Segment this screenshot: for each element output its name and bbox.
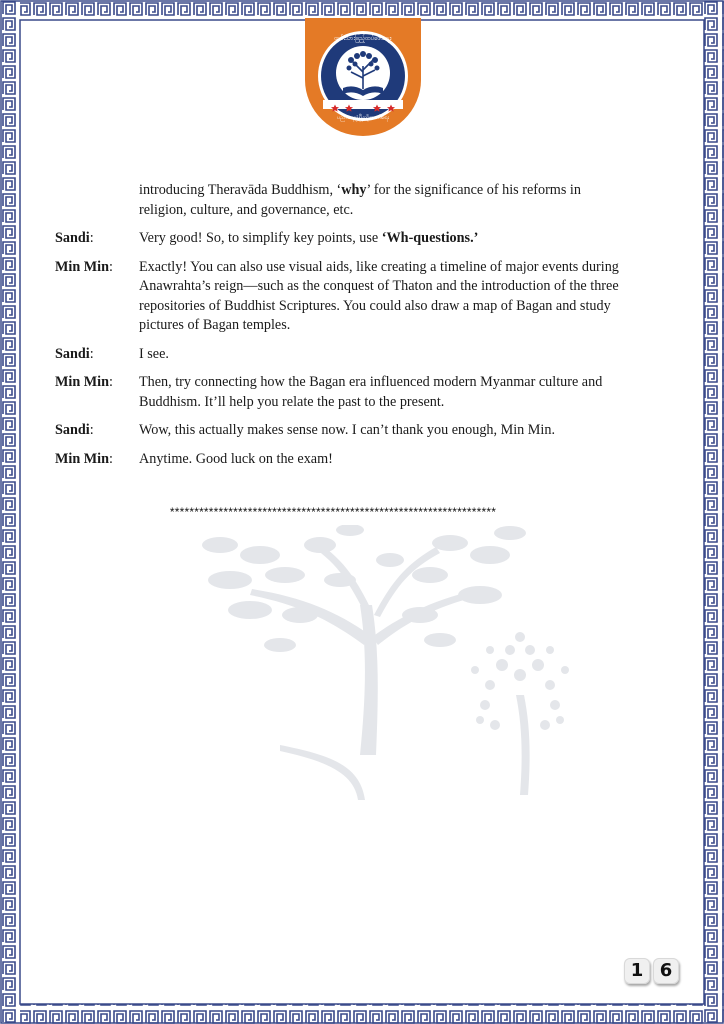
intro-text-end: ’ for the significance of his reforms in religion, culture, and governance, etc. bbox=[139, 182, 581, 218]
dialogue-text: Then, try connecting how the Bagan era influenced modern Myanmar culture and Buddhism. It’ll help you relate the past to the present. bbox=[139, 374, 603, 410]
speaker-name: Min Min: bbox=[55, 374, 113, 390]
dialogue-text: Wow, this actually makes sense now. I can’t thank you enough, Min Min. bbox=[139, 422, 555, 438]
dialogue-line bbox=[55, 450, 625, 470]
dialogue-line bbox=[55, 258, 625, 336]
logo-banner-text: ပညာရေးဖွံ့ဖြိုးတိုးတက်ရေး bbox=[337, 115, 389, 121]
intro-text: introducing Theravāda Buddhism, ‘ bbox=[139, 182, 342, 198]
dialogue-line bbox=[55, 421, 625, 441]
school-logo bbox=[305, 18, 421, 136]
speaker-name: Min Min: bbox=[55, 258, 113, 275]
dialogue-line bbox=[55, 229, 625, 249]
dialogue-text: Very good! So, to simplify key points, use bbox=[139, 230, 382, 246]
logo-arc-text: ထမ်းသားဖြည့်ထပ်ဖေးရေး၊ bbox=[334, 35, 392, 42]
tree-watermark bbox=[190, 525, 610, 815]
speaker-name: Sandi: bbox=[55, 230, 94, 246]
dialogue-intro bbox=[55, 181, 625, 220]
dialogue-line bbox=[55, 373, 625, 412]
speaker-name: Sandi: bbox=[55, 345, 94, 362]
page-number-digit: 6 bbox=[653, 958, 679, 984]
dialogue-bold: ‘Wh-questions.’ bbox=[381, 230, 479, 246]
dialogue-text: Exactly! You can also use visual aids, like creating a timeline of major events during Anawrahta’s reign—such as the conquest of Thaton and the introduction of the three repositories of Buddhist Scriptures. You could also draw a map of Bagan and study pictures of Bagan temples. bbox=[139, 258, 619, 333]
dialogue-text: Anytime. Good luck on the exam! bbox=[139, 450, 333, 467]
intro-bold: why bbox=[341, 182, 367, 198]
page-number bbox=[624, 958, 679, 984]
dialogue-text: I see. bbox=[139, 345, 169, 362]
speaker-name: Min Min: bbox=[55, 450, 113, 467]
dialogue-line bbox=[55, 345, 625, 365]
page-number-digit: 1 bbox=[624, 958, 650, 984]
speaker-name: Sandi: bbox=[55, 422, 94, 438]
dialogue bbox=[55, 181, 625, 478]
asterisk-separator: ******************************************************************* bbox=[169, 505, 497, 519]
